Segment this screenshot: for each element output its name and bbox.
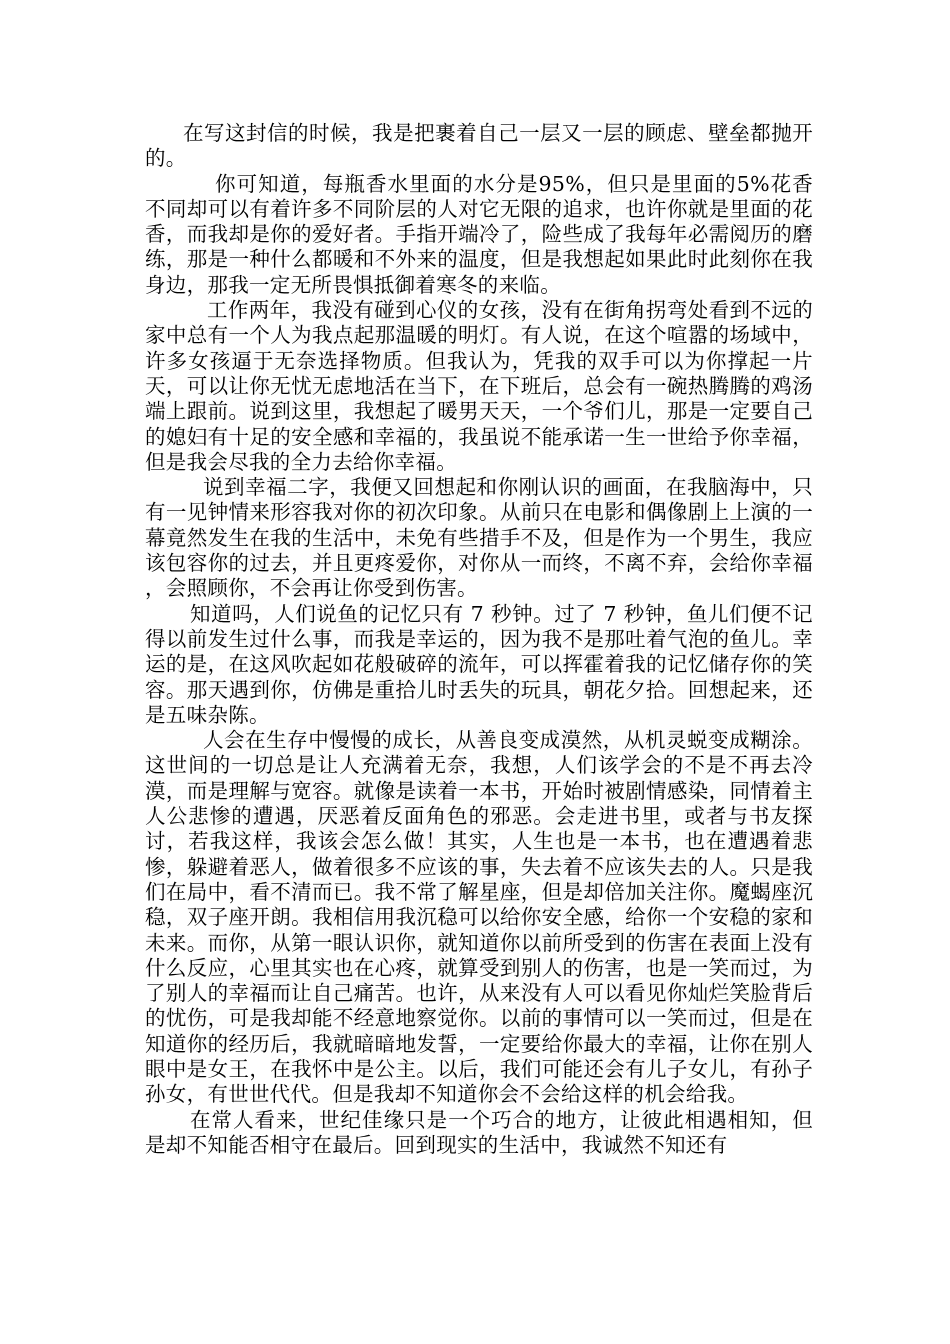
paragraph-5: 知道吗，人们说鱼的记忆只有 7 秒钟。过了 7 秒钟，鱼儿们便不记得以前发生过什么事，而我是幸运的，因为我不是那吐着气泡的鱼儿。幸运的是，在这风吹起如花般破碎的流年，可以挥霍着我的记忆储存你的笑容。那天遇到你，仿佛是重拾儿时丢失的玩具，朝花夕拾。回想起来，还是五味杂陈。	[145, 601, 813, 727]
paragraph-2: 你可知道，每瓶香水里面的水分是95%，但只是里面的5%花香不同却可以有着许多不同阶层的人对它无限的追求，也许你就是里面的花香，而我却是你的爱好者。手指开端冷了，险些成了我每年必需阅历的磨练，那是一种什么都暖和不外来的温度，但是我想起如果此时此刻你在我身边，那我一定无所畏惧抵御着寒冬的来临。	[145, 171, 813, 297]
paragraph-3: 工作两年，我没有碰到心仪的女孩，没有在街角拐弯处看到不远的家中总有一个人为我点起那温暖的明灯。有人说，在这个喧嚣的场域中，许多女孩逼于无奈选择物质。但我认为，凭我的双手可以为你撑起一片天，可以让你无忧无虑地活在当下，在下班后，总会有一碗热腾腾的鸡汤端上跟前。说到这里，我想起了暖男天天，一个爷们儿，那是一定要自己的媳妇有十足的安全感和幸福的，我虽说不能承诺一生一世给予你幸福，但是我会尽我的全力去给你幸福。	[145, 298, 813, 474]
paragraph-4: 说到幸福二字，我便又回想起和你刚认识的画面，在我脑海中，只有一见钟情来形容我对你的初次印象。从前只在电影和偶像剧上上演的一幕竟然发生在我的生活中，未免有些措手不及，但是作为一个男生，我应该包容你的过去，并且更疼爱你，对你从一而终，不离不弃，会给你幸福 ，会照顾你，不会再让你受到伤害。	[145, 475, 813, 601]
paragraph-1: 在写这封信的时候，我是把裹着自己一层又一层的顾虑、壁垒都抛开的。	[145, 121, 813, 171]
letter-body	[145, 121, 813, 1158]
paragraph-6: 人会在生存中慢慢的成长，从善良变成漠然，从机灵蜕变成糊涂。这世间的一切总是让人充满着无奈，我想，人们该学会的不是不再去冷漠，而是理解与宽容。就像是读着一本书，开始时被剧情感染，同情着主人公悲惨的遭遇，厌恶着反面角色的邪恶。会走进书里，或者与书友探讨，若我这样，我该会怎么做！其实，人生也是一本书，也在遭遇着悲惨，躲避着恶人，做着很多不应该的事，失去着不应该失去的人。只是我们在局中，看不清而已。我不常了解星座，但是却倍加关注你。魔蝎座沉稳，双子座开朗。我相信用我沉稳可以给你安全感，给你一个安稳的家和未来。而你，从第一眼认识你，就知道你以前所受到的伤害在表面上没有什么反应，心里其实也在心疼，就算受到别人的伤害，也是一笑而过，为了别人的幸福而让自己痛苦。也许，从来没有人可以看见你灿烂笑脸背后的忧伤，可是我却能不经意地察觉你。以前的事情可以一笑而过，但是在知道你的经历后，我就暗暗地发誓，一定要给你最大的幸福，让你在别人眼中是女王，在我怀中是公主。以后，我们可能还会有儿子女儿，有孙子孙女，有世世代代。但是我却不知道你会不会给这样的机会给我。	[145, 728, 813, 1107]
paragraph-7: 在常人看来，世纪佳缘只是一个巧合的地方，让彼此相遇相知，但是却不知能否相守在最后。回到现实的生活中，我诚然不知还有	[145, 1107, 813, 1157]
